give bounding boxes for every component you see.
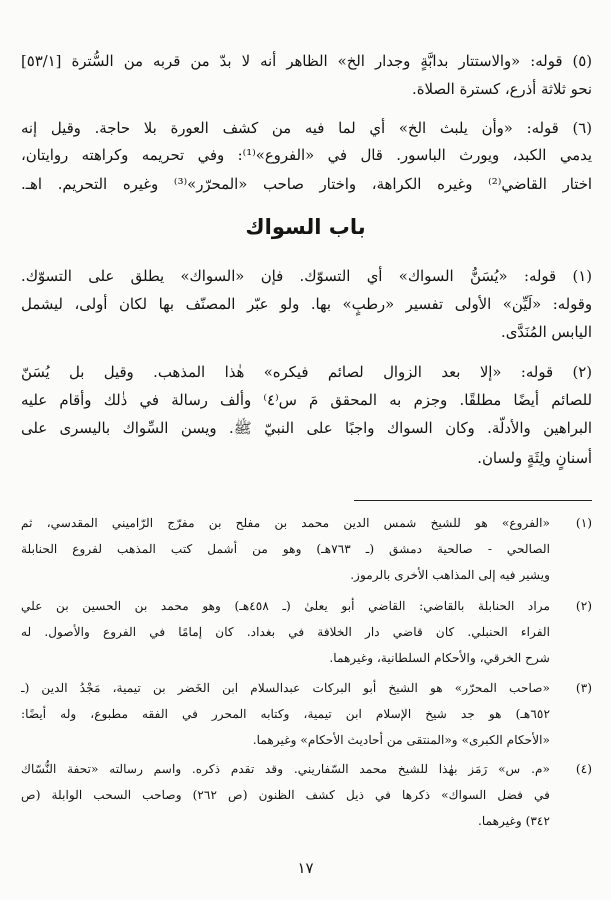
body-line: (١) قوله: «يُسَنُّ السواك» أي التسوّك. فإن «السواك» يطلق على التسوّك. [21,268,592,285]
footnote-text: مراد الحنابلة بالقاضي: القاضي أبو يعلىٰ (ـ ٤٥٨هـ) وهو محمد بن الحسين بن علي [21,599,550,613]
footnote-line [21,729,592,751]
body-line: أسنانٍ ولِثَةٍ ولسان. [477,450,592,467]
footnote-number: (٤) [575,762,592,776]
footnote-text: في فضل السواك» ذكرها في ذيل كشف الظنون (ص ٢٦٢) وصاحب السحب الوابلة (ص [21,788,550,802]
footnote-line [21,564,592,586]
footnote-line [21,538,592,560]
body-line: نحو ثلاثة أذرع، كسترة الصلاة. [412,81,592,98]
body-line: البراهين والأدلّة. وكان السواك واجبًا على النبيّ ﷺ. ويسن السِّواك باليسرى على [21,420,592,437]
body-line: (٥) قوله: «والاستتار بدابَّةٍ وجدار الخ» الظاهر أنه لا بدّ من قربه من السُّترة [٥٣/١] [21,53,592,70]
body-line: وقوله: «لَيِّن» الأولى تفسير «رطبٍ» بها. ولو عبّر المصنّف بها لكان أولى، ليشمل [21,296,592,313]
footnote-line [21,647,592,669]
footnote-line [21,784,592,806]
body-line: يدمي الكبد، ويورث الباسور. قال في «الفروع»⁽¹⁾: وفي تحريمه وكراهته روايتان، [21,147,592,164]
body-line: (٢) قوله: «إلا بعد الزوال لصائم فيكره» هٰذا المذهب. وقيل بل يُسَنّ [21,364,592,381]
footnote-number: (٢) [575,599,592,613]
footnote-text: ويشير فيه إلى المذاهب الأخرى بالرموز. [350,568,550,582]
footnote-line [21,810,592,832]
body-line: للصائم أيضًا مطلقًا. وجزم به المحقق مَ س⁽٤⁾ وألف رسالة في ذٰلك وأقام عليه [21,392,592,409]
footnote-text: «الفروع» هو للشيخ شمس الدين محمد بن مفلح بن مفرّج الرّاميني المقدسي، ثم [21,516,550,530]
footnote-line [21,677,592,699]
footnote-text: الفراء الحنبلي. كان قاضي دار الخلافة في بغداد. كان إمامًا في الفروع والأصول. له [21,625,550,639]
page-number: ١٧ [297,859,314,877]
footnote-text: «صاحب المحرّر» هو الشيخ أبو البركات عبدالسلام ابن الخَضر بن تيمية، مَجْدُ الدين (ـ [21,681,550,695]
footnote-text: «م. س» رَمَز بهٰذا للشيخ محمد السّفاريني. وقد تقدم ذكره. واسم رسالته «تحفة النُّسّاك [21,762,550,776]
footnote-text: ٦٥٢هـ) هو جد شيخ الإسلام ابن تيمية، وكتابه المحرر في الفقه مطبوع، وله أيضًا: [21,707,550,721]
footnote-text: شرح الخرقي، والأحكام السلطانية، وغيرهما. [329,651,550,665]
footnote-number: (١) [575,516,592,530]
footnote-line [21,703,592,725]
body-line: اليابس المُنَدَّى. [501,324,592,341]
footnote-line [21,621,592,643]
footnote-divider [354,500,592,501]
footnote-text: الصالحي - صالحية دمشق (ـ ٧٦٣هـ) وهو من أشمل كتب المذهب لفروع الحنابلة [21,542,550,556]
footnote-text: «الأحكام الكبرى» و«المنتقى من أحاديث الأحكام» وغيرهما. [252,733,550,747]
footnote-line [21,758,592,780]
body-line: اختار القاضي⁽²⁾ وغيره الكراهة، واختار صاحب «المحرّر»⁽³⁾ وغيره التحريم. اهـ. [21,176,592,193]
footnote-line [21,512,592,534]
body-line: (٦) قوله: «وأن يلبث الخ» أي لما فيه من كشف العورة بلا حاجة. وقيل إنه [21,120,592,137]
footnote-text: ٣٤٢) وغيرهما. [478,814,550,828]
chapter-heading: باب السواك [245,215,366,239]
footnote-number: (٣) [575,681,592,695]
footnote-line [21,595,592,617]
